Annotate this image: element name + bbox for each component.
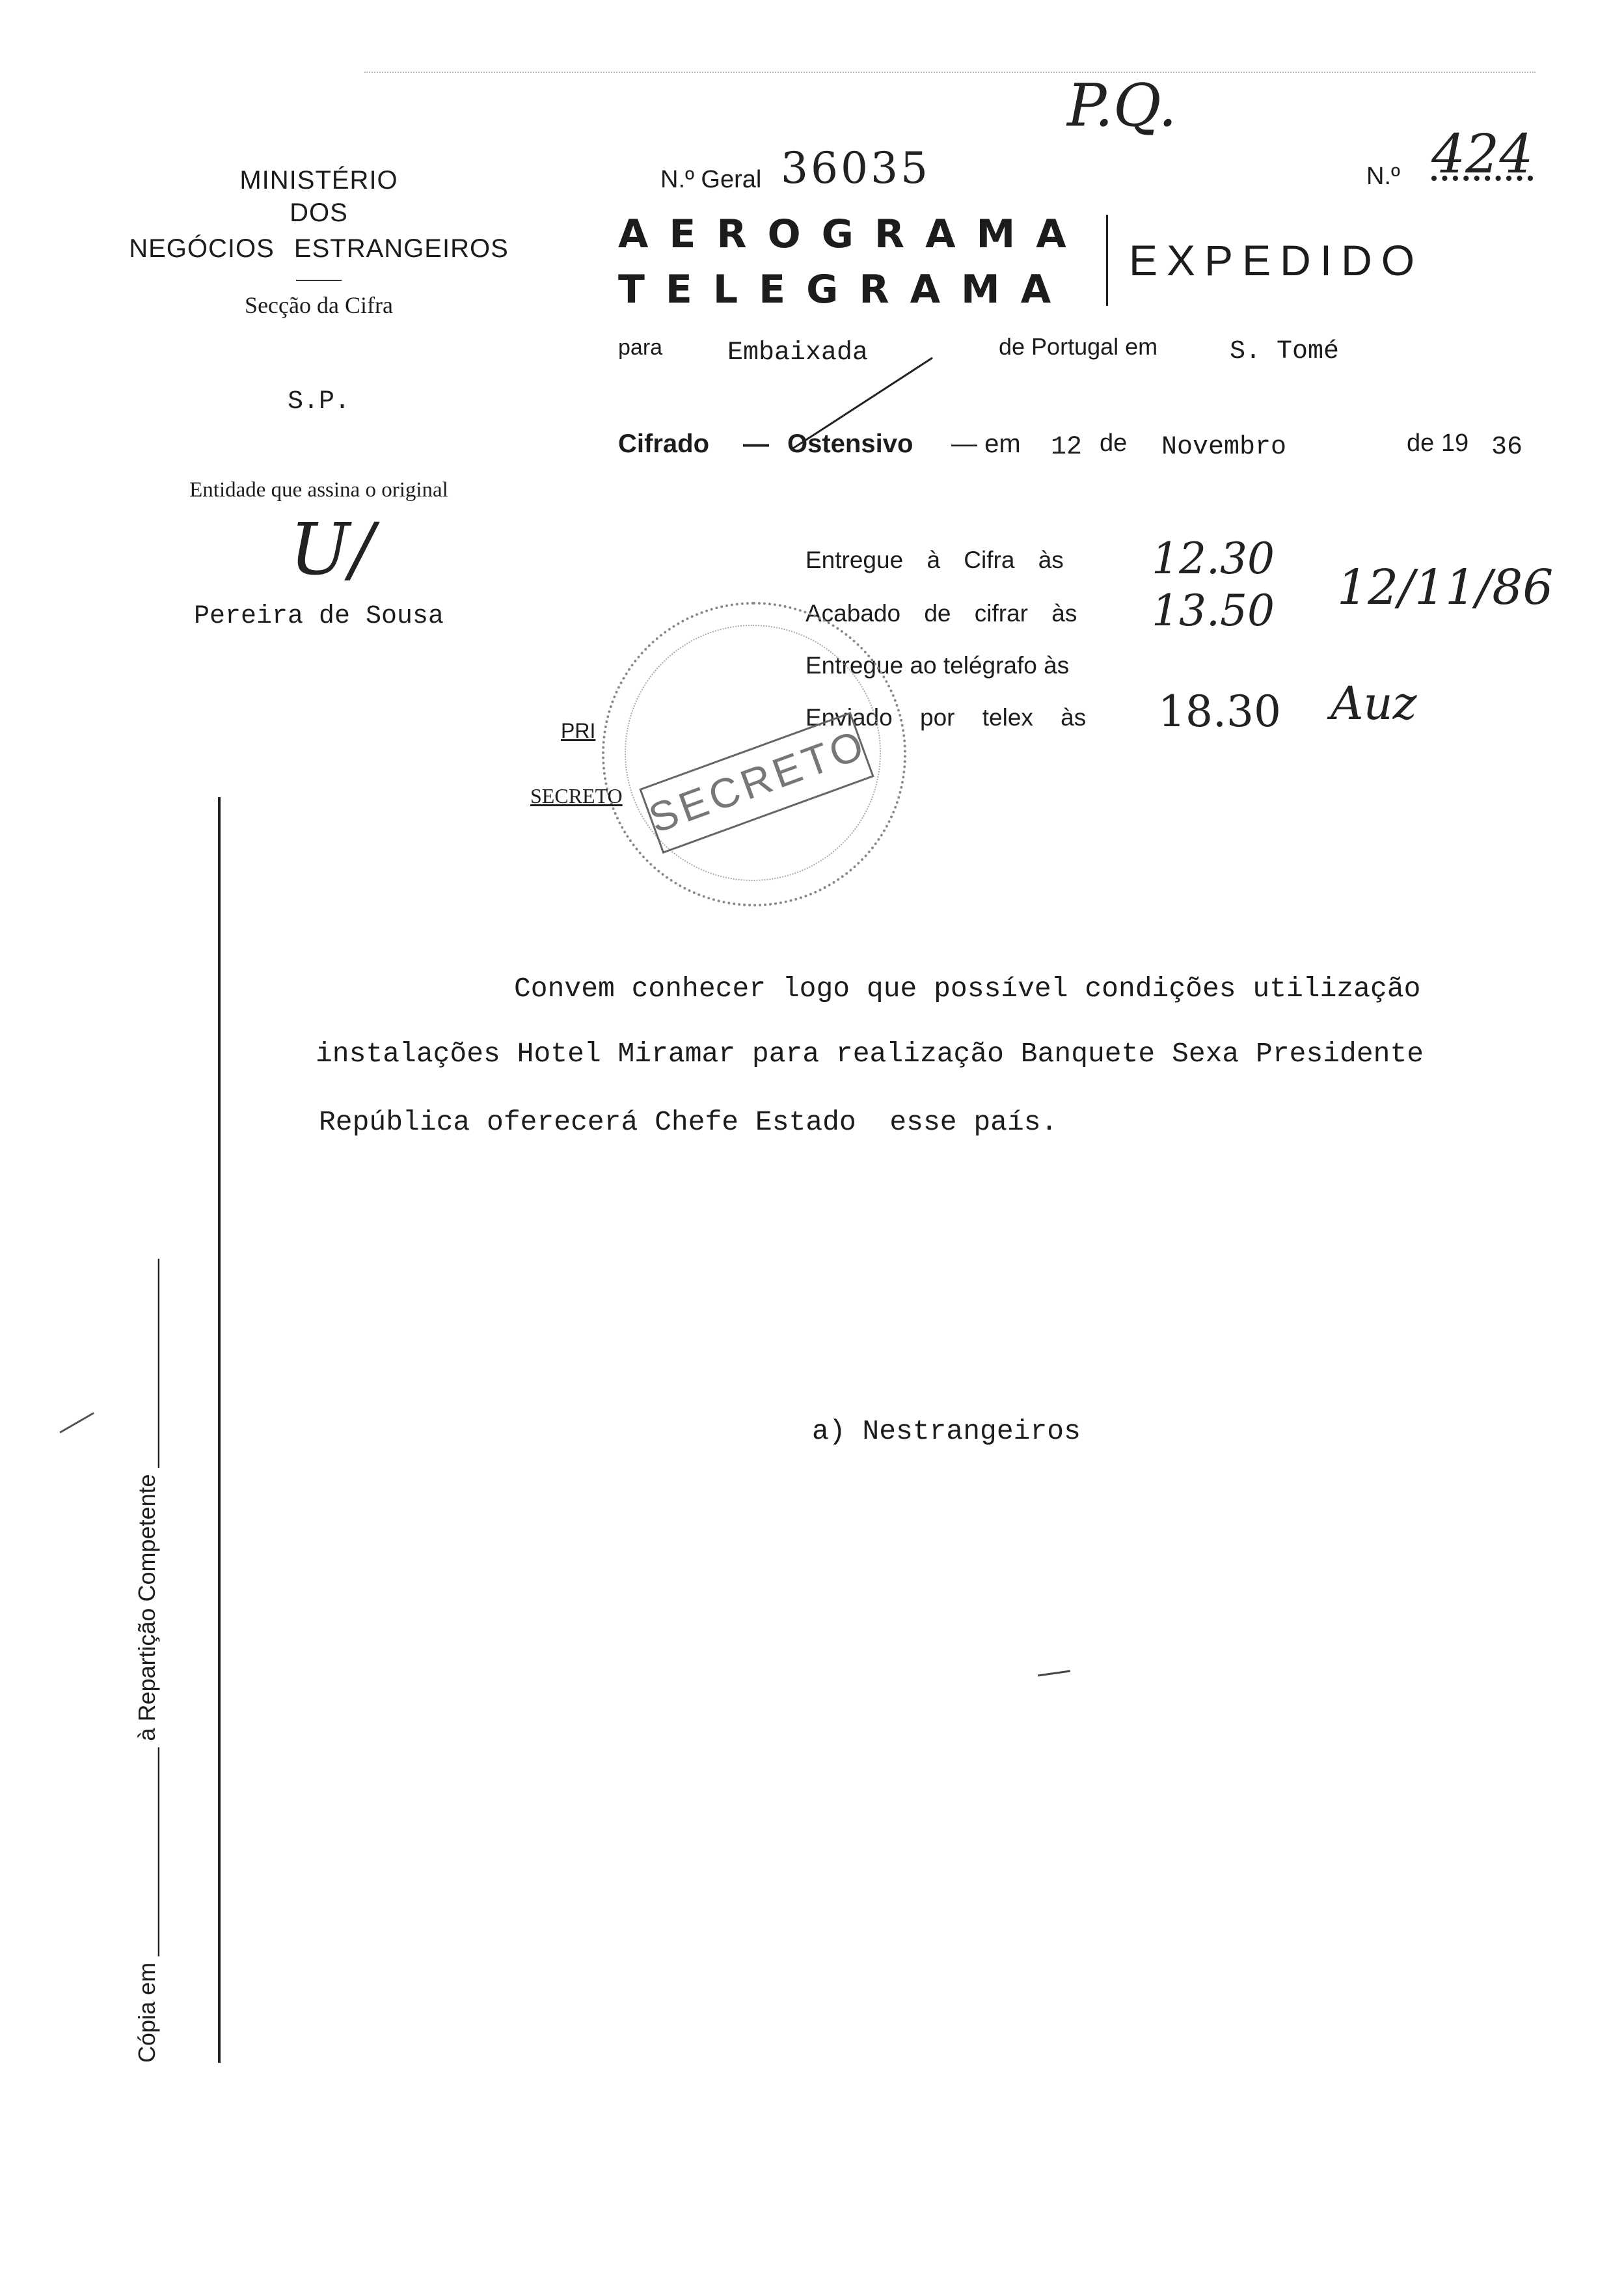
bottom-dash-mark	[1038, 1670, 1070, 1677]
ministry-line-2: DOS	[290, 198, 348, 227]
body-line-2: instalações Hotel Miramar para realização Banquete Sexa Presidente	[316, 1038, 1424, 1070]
location-value: S. Tomé	[1230, 337, 1340, 366]
numero-label: N.º	[1366, 163, 1400, 190]
type-divider-bracket	[1106, 215, 1108, 306]
timeline-label-entregue-telegrafo: Entregue ao telégrafo às	[805, 652, 1070, 679]
timeline-label-enviado-telex: Enviado por telex às	[805, 704, 1087, 731]
recipient-value: Embaixada	[727, 338, 869, 368]
signer-name: Pereira de Sousa	[193, 602, 444, 631]
timeline-time-acabado-cifrar: 13.50	[1152, 586, 1275, 636]
signature-initials: U/	[290, 508, 374, 591]
de-portugal-label: de Portugal em	[999, 333, 1158, 360]
direction-label: EXPEDIDO	[1129, 236, 1424, 284]
mode-dash-1: —	[743, 429, 769, 458]
timeline-time-entregue-cifra: 12.30	[1152, 534, 1275, 584]
signer-label: Entidade que assina o original	[189, 478, 448, 502]
left-margin-rule	[218, 797, 221, 2063]
timeline-note-enviado-telex: Auz	[1331, 677, 1417, 730]
handwritten-annotation-top: P.Q.	[1067, 72, 1177, 140]
secreto-label: SECRETO	[530, 784, 623, 808]
top-border-speckle	[364, 72, 1536, 73]
numero-geral-label: N.º Geral	[660, 166, 762, 193]
ministry-line-1: MINISTÉRIO	[239, 166, 398, 195]
date-day: 12	[1051, 433, 1083, 462]
secret-stamp-text: SECRETO	[642, 720, 873, 842]
ministry-line-3: NEGÓCIOS ESTRANGEIROS	[129, 234, 509, 263]
timeline-label-acabado-cifrar: Acabado de cifrar às	[805, 600, 1077, 627]
date-month: Novembro	[1161, 433, 1287, 462]
pri-label: PRI	[561, 719, 596, 742]
body-line-1: Convem conhecer logo que possível condições utilização	[514, 973, 1421, 1005]
timeline-time-enviado-telex: 18.30	[1158, 687, 1281, 737]
timeline-label-entregue-cifra: Entregue à Cifra às	[805, 547, 1064, 573]
section-name: Secção da Cifra	[245, 292, 393, 318]
body-line-3: República oferecerá Chefe Estado esse país.	[319, 1106, 1058, 1138]
left-edge-mark	[59, 1412, 94, 1434]
numero-geral-value: 36035	[781, 143, 930, 193]
type-telegrama: TELEGRAMA	[618, 267, 1072, 312]
ostensivo-label: Ostensivo	[787, 429, 914, 458]
para-label: para	[618, 335, 663, 360]
date-year-prefix: de 19	[1407, 429, 1469, 457]
margin-copy-note: Cópia em ________________ à Repartição Competente ________________	[133, 1258, 160, 2063]
cifrado-label: Cifrado	[618, 429, 709, 458]
timeline-note-acabado-cifrar: 12/11/86	[1337, 560, 1554, 616]
type-aerograma: AEROGRAMA	[618, 211, 1087, 257]
date-year-suffix: 36	[1491, 433, 1523, 462]
closing-signature: a) Nestrangeiros	[812, 1415, 1081, 1447]
section-code: S.P.	[287, 387, 350, 416]
mode-dash-2: — em	[951, 429, 1021, 458]
ministry-underline	[296, 280, 342, 281]
date-de: de	[1100, 429, 1128, 457]
numero-value: 424	[1431, 124, 1534, 185]
